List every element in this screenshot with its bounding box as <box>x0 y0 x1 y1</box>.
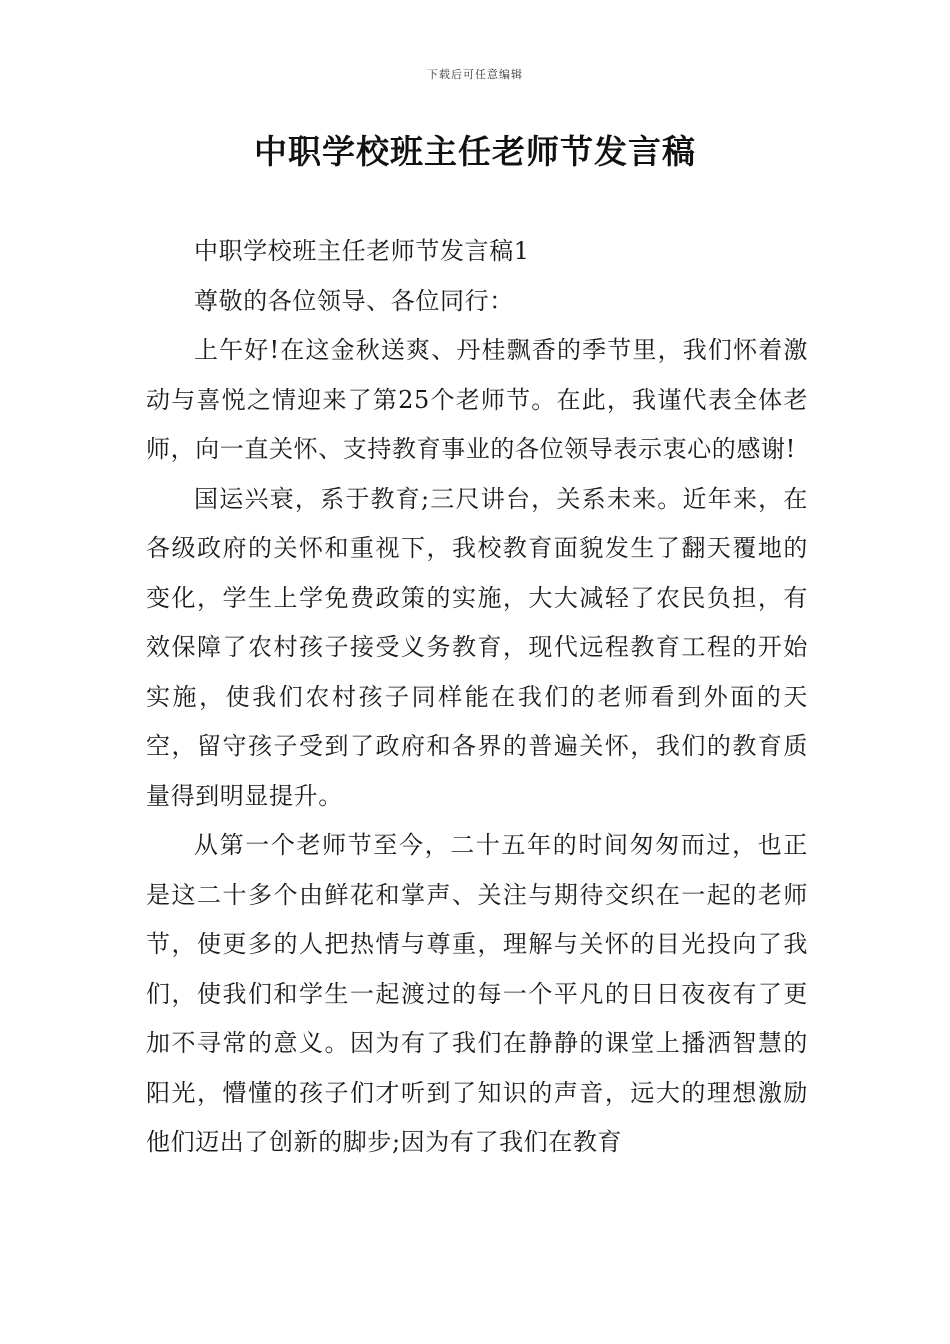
header-note: 下载后可任意编辑 <box>427 68 523 81</box>
paragraph-greeting: 上午好!在这金秋送爽、丹桂飘香的季节里，我们怀着激动与喜悦之情迎来了第25个老师节。在此，我谨代表全体老师，向一直关怀、支持教育事业的各位领导表示衷心的感谢! <box>146 336 808 463</box>
paragraph-teachers-day: 从第一个老师节至今，二十五年的时间匆匆而过，也正是这二十多个由鲜花和掌声、关注与期待交织在一起的老师节，使更多的人把热情与尊重，理解与关怀的目光投向了我们，使我们和学生一起渡过的每一个平凡的日日夜夜有了更加不寻常的意义。因为有了我们在静静的课堂上播洒智慧的阳光，懵懂的孩子们才听到了知识的声音，远大的理想激励他们迈出了创新的脚步;因为有了我们在教育 <box>146 831 808 1156</box>
document-body <box>146 227 808 1168</box>
paragraph-subtitle: 中职学校班主任老师节发言稿1 <box>194 237 530 265</box>
document-title: 中职学校班主任老师节发言稿 <box>254 132 696 171</box>
paragraph-salutation: 尊敬的各位领导、各位同行： <box>194 286 514 315</box>
paragraph-education-progress: 国运兴衰，系于教育;三尺讲台，关系未来。近年来，在各级政府的关怀和重视下，我校教育面貌发生了翻天覆地的变化，学生上学免费政策的实施，大大减轻了农民负担，有效保障了农村孩子接受义务教育，现代远程教育工程的开始实施，使我们农村孩子同样能在我们的老师看到外面的天空，留守孩子受到了政府和各界的普遍关怀，我们的教育质量得到明显提升。 <box>146 484 808 810</box>
